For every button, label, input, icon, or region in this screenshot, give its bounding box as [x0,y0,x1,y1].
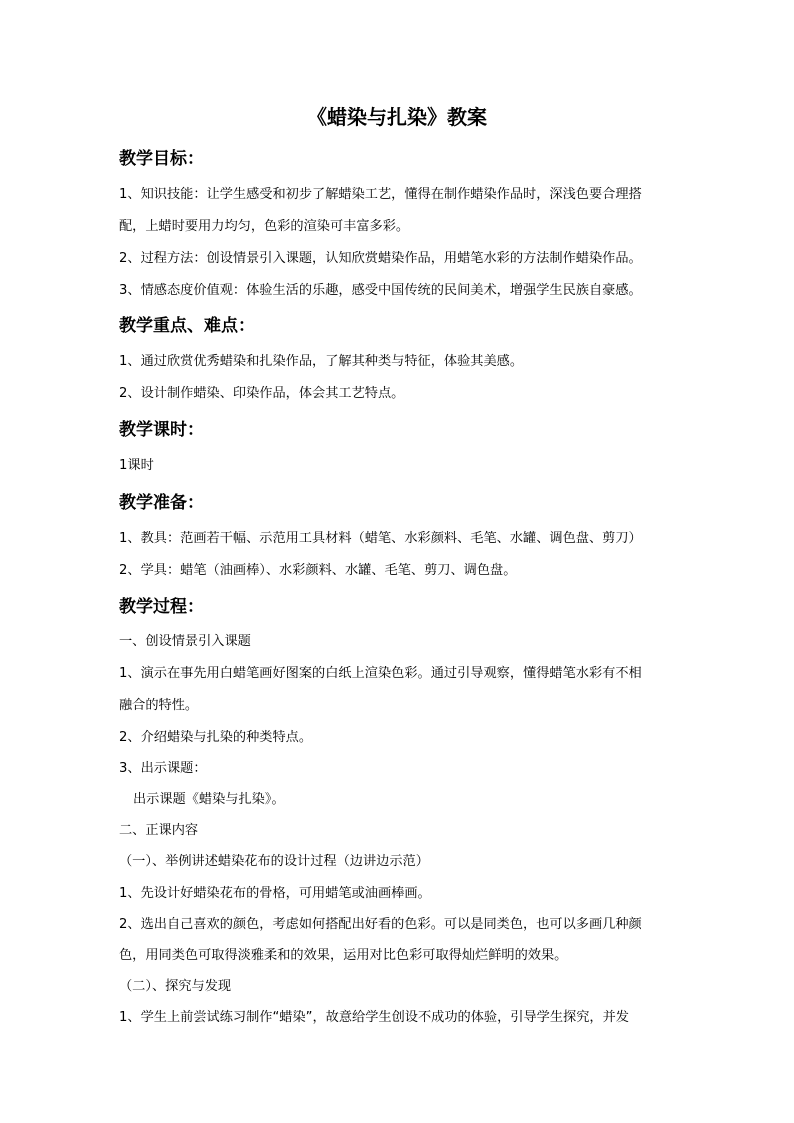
process-line-12: （二）、探究与发现 [119,979,232,994]
process-line-7: 二、正课内容 [119,823,199,838]
objectives-heading: 教学目标： [119,149,204,169]
preparation-line-1: 1、教具：范画若干幅、示范用工具材料（蜡笔、水彩颜料、毛笔、水罐、调色盘、剪刀） [119,531,642,546]
objectives-line-4: 3、情感态度价值观：体验生活的乐趣，感受中国传统的民间美术，增强学生民族自豪感。 [119,283,642,298]
process-line-5: 3、出示课题： [119,761,207,776]
process-line-2: 1、演示在事先用白蜡笔画好图案的白纸上渲染色彩。通过引导观察，懂得蜡笔水彩有不相 [119,666,642,681]
objectives-line-3: 2、过程方法：创设情景引入课题，认知欣赏蜡染作品，用蜡笔水彩的方法制作蜡染作品。 [119,251,642,266]
process-line-3: 融合的特性。 [119,698,199,713]
key-points-line-1: 1、通过欣赏优秀蜡染和扎染作品，了解其种类与特征，体验其美感。 [119,354,524,369]
preparation-line-2: 2、学具：蜡笔（油画棒）、水彩颜料、水罐、毛笔、剪刀、调色盘。 [119,563,517,578]
process-line-9: 1、先设计好蜡染花布的骨格，可用蜡笔或油画棒画。 [119,886,431,901]
process-line-13: 1、学生上前尝试练习制作“蜡染”，故意给学生创设不成功的体验，引导学生探究，并发 [119,1010,629,1025]
objectives-line-1: 1、知识技能：让学生感受和初步了解蜡染工艺，懂得在制作蜡染作品时，深浅色要合理搭 [119,187,642,202]
process-line-6: 出示课题《蜡染与扎染》。 [133,792,285,807]
process-line-1: 一、创设情景引入课题 [119,634,251,649]
process-line-10: 2、选出自己喜欢的颜色，考虑如何搭配出好看的色彩。可以是同类色，也可以多画几种颜 [119,917,642,932]
process-line-4: 2、介绍蜡染与扎染的种类特点。 [119,730,313,745]
hours-line-1: 1课时 [119,458,154,473]
key-points-heading: 教学重点、难点： [119,316,255,336]
process-line-8: （一）、举例讲述蜡染花布的设计过程（边讲边示范） [119,854,429,869]
document-title: 《蜡染与扎染》教案 [307,105,487,129]
objectives-line-2: 配，上蜡时要用力均匀，色彩的渲染可丰富多彩。 [119,219,410,234]
process-heading: 教学过程： [119,597,204,617]
process-line-11: 色，用同类色可取得淡雅柔和的效果，运用对比色彩可取得灿烂鲜明的效果。 [119,948,568,963]
hours-heading: 教学课时： [119,420,204,440]
preparation-heading: 教学准备： [119,493,204,513]
key-points-line-2: 2、设计制作蜡染、印染作品，体会其工艺特点。 [119,386,405,401]
